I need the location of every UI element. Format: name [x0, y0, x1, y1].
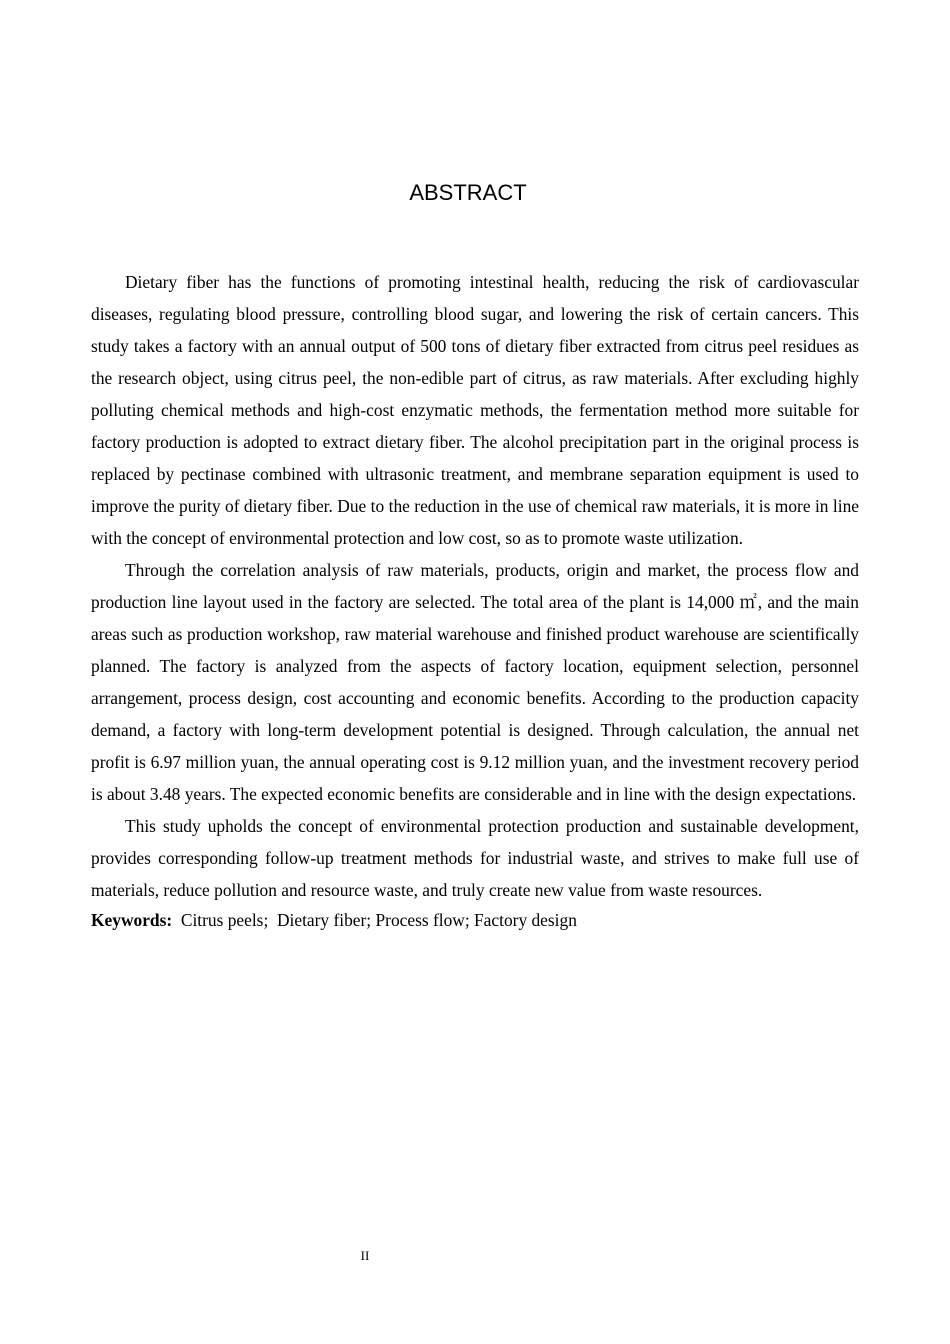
keywords-text: Citrus peels; Dietary fiber; Process flow; Factory design [172, 910, 577, 930]
keywords-label: Keywords: [91, 910, 173, 930]
abstract-paragraph-1: Dietary fiber has the functions of promoting intestinal health, reducing the risk of cardiovascular diseases, regulating blood pressure, controlling blood sugar, and lowering the risk of certain cancers. This study takes a factory with an annual output of 500 tons of dietary fiber extracted from citrus peel residues as the research object, using citrus peel, the non-edible part of citrus, as raw materials. After excluding highly polluting chemical methods and high-cost enzymatic methods, the fermentation method more suitable for factory production is adopted to extract dietary fiber. The alcohol precipitation part in the original process is replaced by pectinase combined with ultrasonic treatment, and membrane separation equipment is used to improve the purity of dietary fiber. Due to the reduction in the use of chemical raw materials, it is more in line with the concept of environmental protection and low cost, so as to promote waste utilization. [91, 272, 859, 548]
abstract-paragraph-2: Through the correlation analysis of raw materials, products, origin and market, the process flow and production line layout used in the factory are selected. The total area of the plant is 14,000 ㎡, and the main areas such as production workshop, raw material warehouse and finished product warehouse are scientifically planned. The factory is analyzed from the aspects of factory location, equipment selection, personnel arrangement, process design, cost accounting and economic benefits. According to the production capacity demand, a factory with long-term development potential is designed. Through calculation, the annual net profit is 6.97 million yuan, the annual operating cost is 9.12 million yuan, and the investment recovery period is about 3.48 years. The expected economic benefits are considerable and in line with the design expectations. [91, 560, 859, 804]
page-number: II [360, 1248, 370, 1263]
abstract-body [91, 266, 859, 933]
abstract-paragraph-3: This study upholds the concept of environmental protection production and sustainable development, provides corresponding follow-up treatment methods for industrial waste, and strives to make full use of materials, reduce pollution and resource waste, and truly create new value from waste resources. [91, 816, 859, 900]
keywords-line [91, 907, 859, 933]
abstract-title: ABSTRACT [409, 180, 527, 205]
